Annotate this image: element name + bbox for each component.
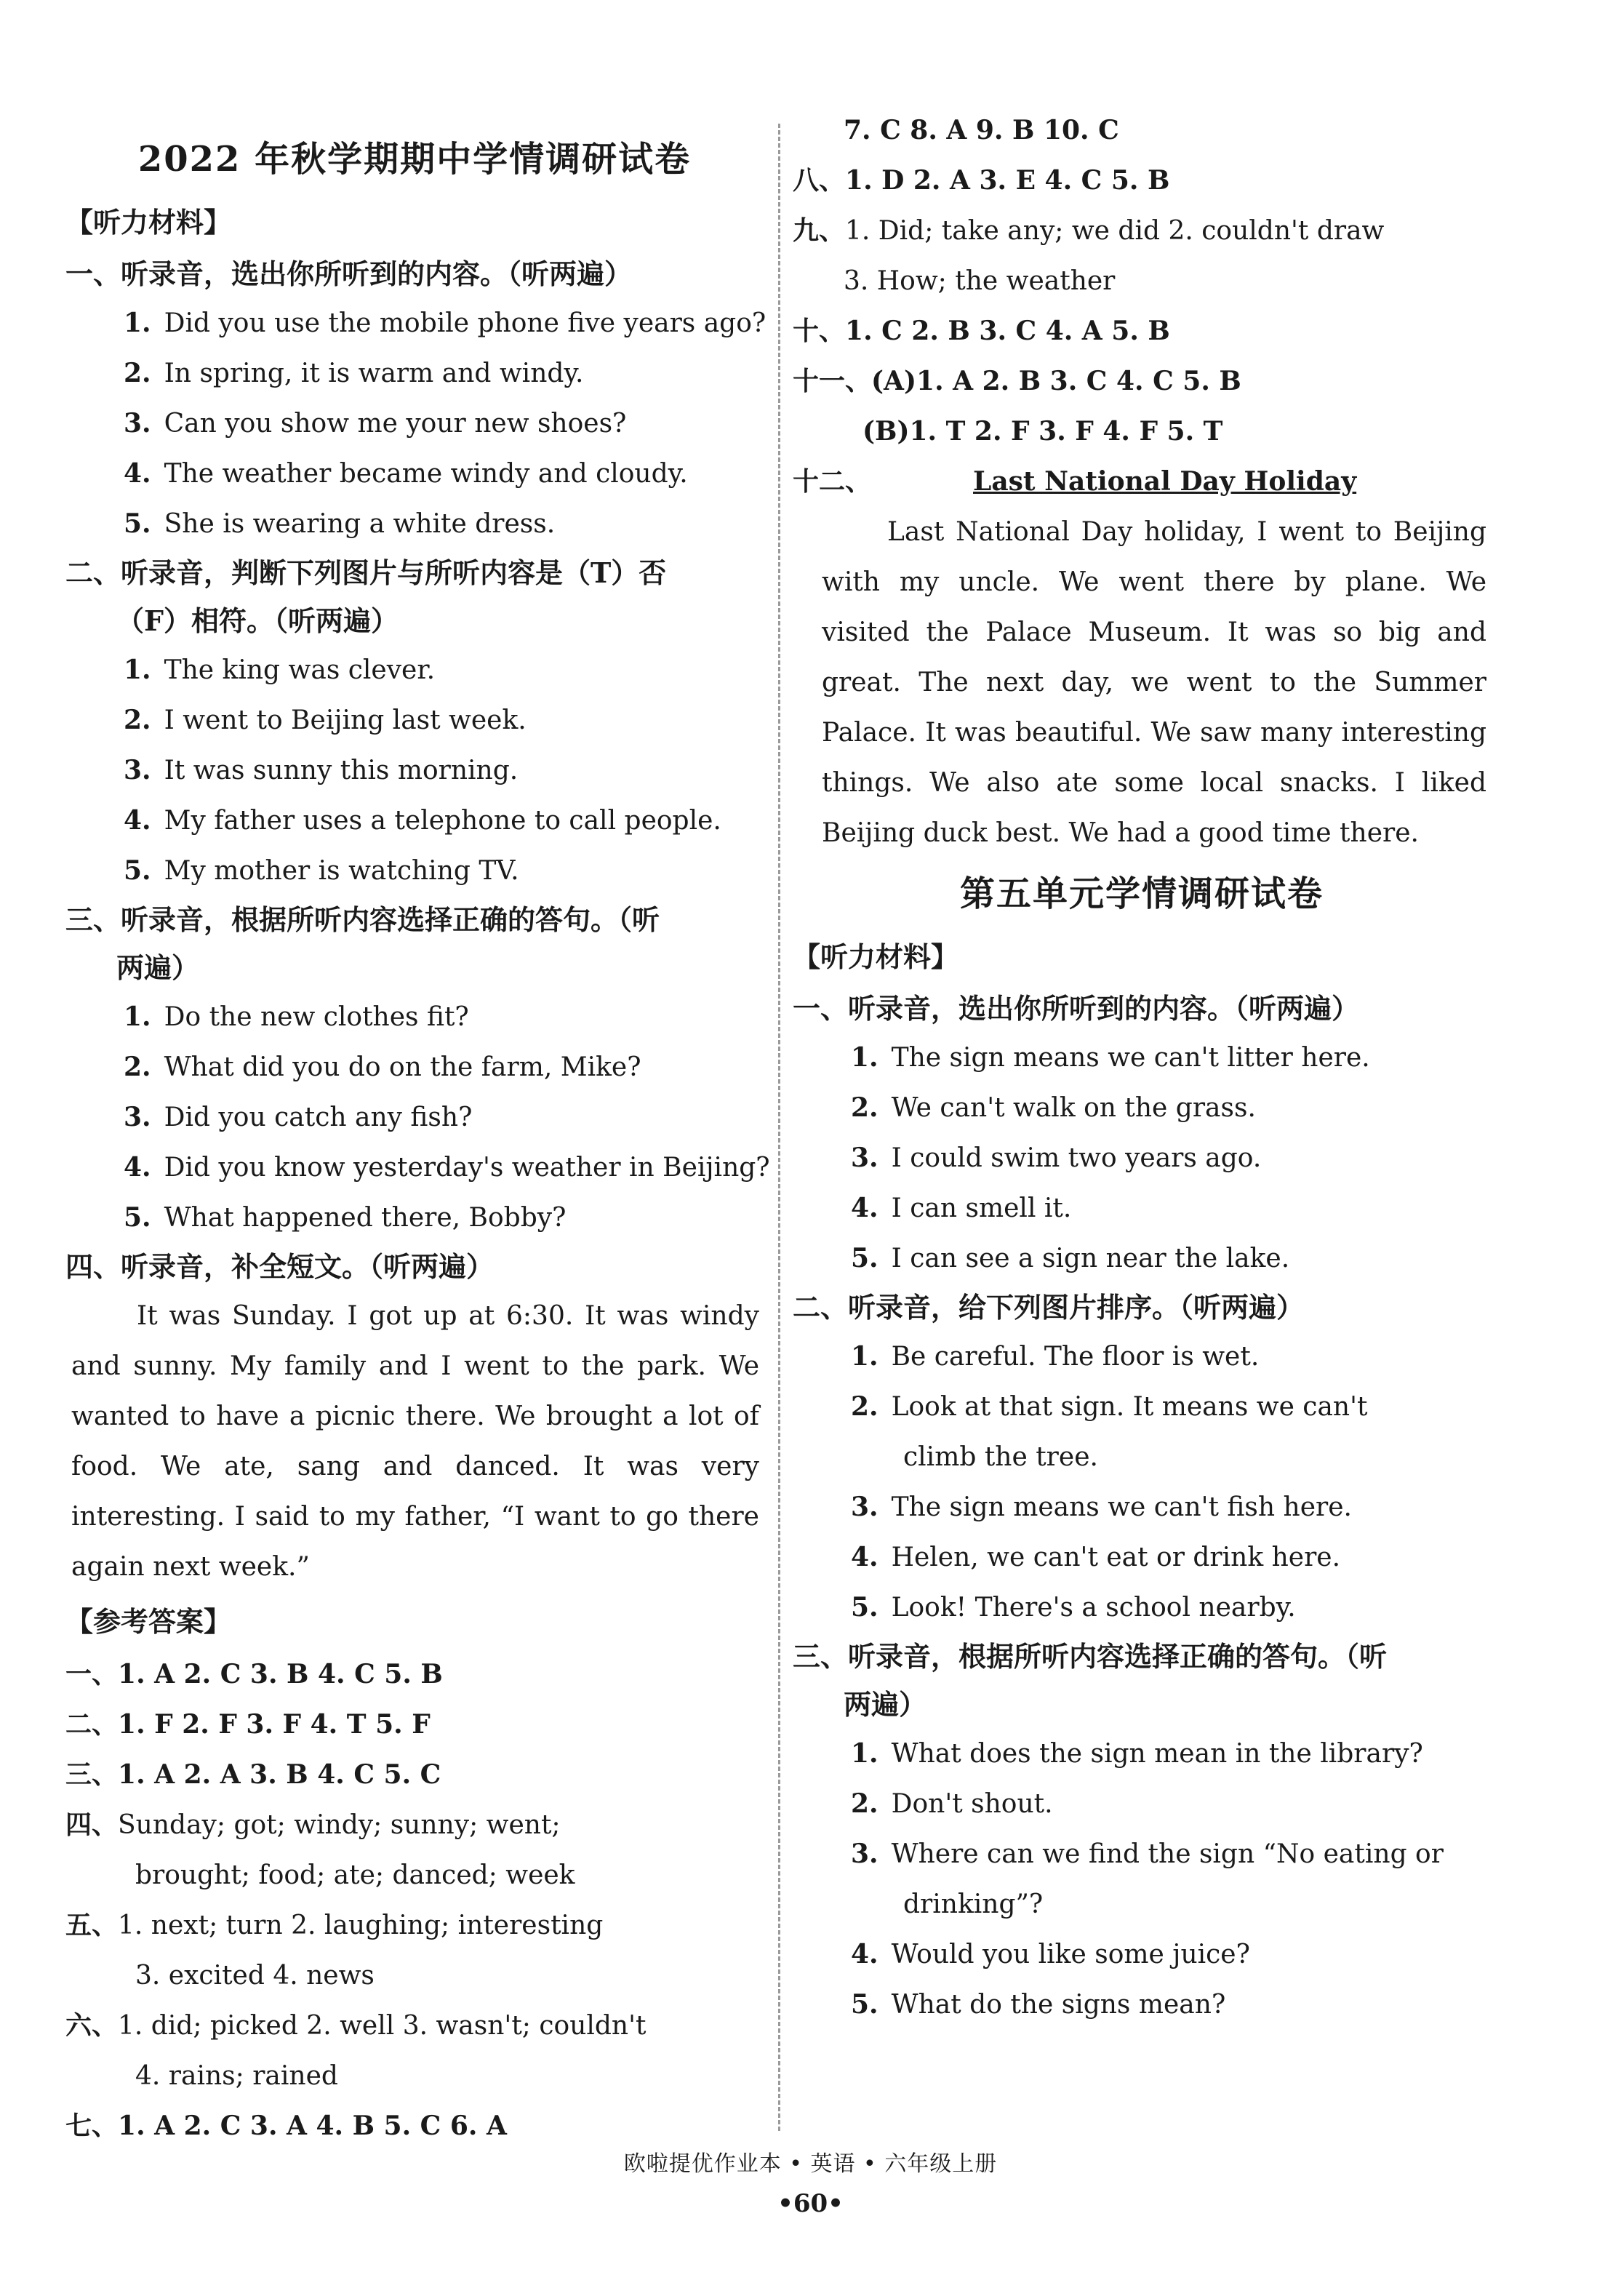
answer-row-3: 三、1. A 2. A 3. B 4. C 5. C [65,1759,441,1790]
list-item: 2. What did you do on the farm, Mike? [124,1052,641,1082]
list-item: climb the tree. [903,1442,1098,1472]
answer-row-2: 二、1. F 2. F 3. F 4. T 5. F [65,1709,431,1740]
list-item: 3. I could swim two years ago. [851,1143,1262,1173]
answer-row-7-cont: 7. C 8. A 9. B 10. C [844,115,1119,145]
list-item: 3. The sign means we can't fish here. [851,1492,1352,1522]
column-divider [778,124,780,2131]
answer-row-6: 六、1. did; picked 2. well 3. wasn't; couldn't 4. rains; rained [65,2011,647,2091]
unit-5-title: 第五单元学情调研试卷 [959,873,1324,914]
list-item: 3. It was sunny this morning. [124,755,519,785]
list-item: 4. Helen, we can't eat or drink here. [851,1542,1341,1572]
list-item: 4. Would you like some juice? [851,1939,1250,1969]
essay-title: Last National Day Holiday [973,466,1357,497]
unit-section-1-heading: 一、听录音，选出你所听到的内容。（听两遍） [793,992,1360,1025]
list-item: 2. Don't shout. [851,1788,1053,1819]
list-item: 5. What do the signs mean? [851,1989,1226,2020]
list-item: 1. Do the new clothes fit? [124,1001,469,1032]
list-item: 4. Did you know yesterday's weather in Beijing? [124,1152,770,1183]
section-1-heading: 一、听录音，选出你所听到的内容。（听两遍） [65,257,633,290]
answer-row-12: 十二、 Last National Day Holiday [793,457,1491,507]
list-item: 2. Look at that sign. It means we can't [851,1391,1368,1422]
list-item: 5. I can see a sign near the lake. [851,1243,1290,1273]
answer-key-label: 【参考答案】 [65,1605,232,1638]
list-item: 2. We can't walk on the grass. [851,1092,1256,1123]
list-item: 3. Where can we find the sign “No eating or [851,1839,1444,1869]
answer-row-9: 九、1. Did; take any; we did 2. couldn't draw 3. How; the weather [793,216,1385,296]
list-item: drinking”? [903,1889,1044,1919]
unit-section-2-heading: 二、听录音，给下列图片排序。（听两遍） [793,1291,1305,1324]
section-2-heading: 二、听录音，判断下列图片与所听内容是（T）否 （F）相符。（听两遍） [65,556,667,637]
page-number: •60• [777,2189,844,2218]
answer-row-8: 八、1. D 2. A 3. E 4. C 5. B [793,165,1170,196]
list-item: 4. The weather became windy and cloudy. [124,458,688,489]
list-item: 2. I went to Beijing last week. [124,705,527,735]
list-item: 1. Be careful. The floor is wet. [851,1341,1260,1372]
list-item: 1. Did you use the mobile phone five years ago? [124,308,767,338]
answer-row-7: 七、1. A 2. C 3. A 4. B 5. C 6. A [65,2111,507,2141]
cloze-passage: It was Sunday. I got up at 6:30. It was windy and sunny. My family and I went to the park. We wanted to have a picnic there. We brought a lot of food. We ate, sang and danced. It was very interesting. I said to my father, “I want to go there again next week.” [71,1301,759,1582]
essay-body: Last National Day holiday, I went to Beijing with my uncle. We went there by plane. We visited the Palace Museum. It was so big and great. The next day, we went to the Summer Palace. It was beautiful. We saw many interesting things. We also ate some local snacks. I liked Beijing duck best. We had a good time there. [822,517,1486,848]
answer-row-4: 四、Sunday; got; windy; sunny; went; brought; food; ate; danced; week [65,1810,575,1890]
section-3-heading: 三、听录音，根据所听内容选择正确的答句。（听 两遍） [65,903,660,984]
list-item: 1. The sign means we can't litter here. [851,1042,1370,1073]
unit-section-3-heading: 三、听录音，根据所听内容选择正确的答句。（听 两遍） [793,1640,1388,1721]
list-item: 2. In spring, it is warm and windy. [124,358,584,388]
left-column [65,116,770,2151]
listening-material-label-2: 【听力材料】 [793,940,959,973]
answer-row-1: 一、1. A 2. C 3. B 4. C 5. B [65,1659,443,1689]
answer-row-10: 十、1. C 2. B 3. C 4. A 5. B [793,316,1170,346]
list-item: 1. The king was clever. [124,655,436,685]
list-item: 5. What happened there, Bobby? [124,1202,567,1233]
right-column [793,105,1491,2030]
answer-row-5: 五、1. next; turn 2. laughing; interesting 3. excited 4. news [65,1911,604,1991]
answer-row-11: 十一、(A)1. A 2. B 3. C 4. C 5. B (B)1. T 2. F 3. F 4. F 5. T [793,366,1241,447]
book-title: 欧啦提优作业本 • 英语 • 六年级上册 [623,2151,998,2177]
list-item: 3. Can you show me your new shoes? [124,408,627,439]
list-item: 4. I can smell it. [851,1193,1072,1223]
list-item: 4. My father uses a telephone to call people. [124,805,721,836]
list-item: 5. Look! There's a school nearby. [851,1592,1296,1623]
list-item: 1. What does the sign mean in the library? [851,1738,1423,1769]
list-item: 5. She is wearing a white dress. [124,508,556,539]
section-4-heading: 四、听录音，补全短文。（听两遍） [65,1250,495,1283]
list-item: 5. My mother is watching TV. [124,855,519,886]
page-title: 2022 年秋学期期中学情调研试卷 [137,139,692,180]
list-item: 3. Did you catch any fish? [124,1102,473,1132]
listening-material-label: 【听力材料】 [65,206,232,239]
